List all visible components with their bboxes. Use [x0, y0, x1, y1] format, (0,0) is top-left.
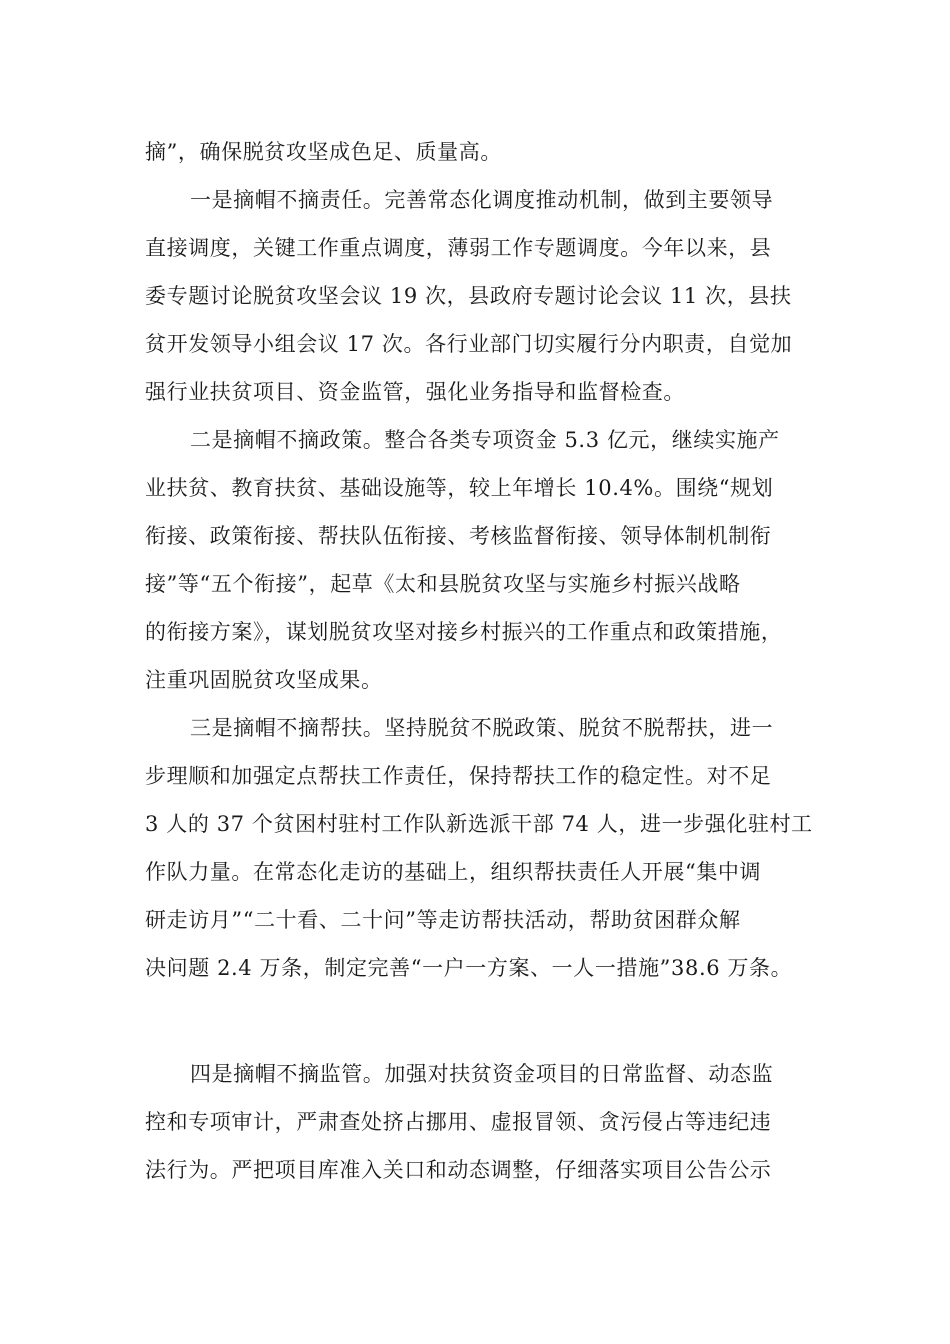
paragraph-line: 三是摘帽不摘帮扶。坚持脱贫不脱政策、脱贫不脱帮扶，进一 — [190, 716, 774, 740]
paragraph-line: 研走访月”“二十看、二十问”等走访帮扶活动，帮助贫困群众解 — [145, 908, 741, 932]
paragraph-line: 接”等“五个衔接”，起草《太和县脱贫攻坚与实施乡村振兴战略 — [145, 572, 741, 596]
paragraph-line: 摘”，确保脱贫攻坚成色足、质量高。 — [145, 140, 502, 164]
paragraph-line: 决问题 2.4 万条，制定完善“一户一方案、一人一措施”38.6 万条。 — [145, 956, 793, 980]
paragraph-line: 法行为。严把项目库准入关口和动态调整，仔细落实项目公告公示 — [145, 1158, 772, 1182]
paragraph-line: 直接调度，关键工作重点调度，薄弱工作专题调度。今年以来，县 — [145, 236, 772, 260]
paragraph-line: 的衔接方案》，谋划脱贫攻坚对接乡村振兴的工作重点和政策措施， — [145, 620, 783, 644]
paragraph-line: 作队力量。在常态化走访的基础上，组织帮扶责任人开展“集中调 — [145, 860, 762, 884]
paragraph-line: 控和专项审计，严肃查处挤占挪用、虚报冒领、贪污侵占等违纪违 — [145, 1110, 772, 1134]
paragraph-line: 3 人的 37 个贫困村驻村工作队新选派干部 74 人，进一步强化驻村工 — [145, 812, 813, 836]
paragraph-line: 二是摘帽不摘政策。整合各类专项资金 5.3 亿元，继续实施产 — [190, 428, 780, 452]
paragraph-line: 步理顺和加强定点帮扶工作责任，保持帮扶工作的稳定性。对不足 — [145, 764, 772, 788]
paragraph-line: 委专题讨论脱贫攻坚会议 19 次，县政府专题讨论会议 11 次，县扶 — [145, 284, 792, 308]
paragraph-line: 注重巩固脱贫攻坚成果。 — [145, 668, 383, 692]
paragraph-line: 衔接、政策衔接、帮扶队伍衔接、考核监督衔接、领导体制机制衔 — [145, 524, 772, 548]
paragraph-line: 业扶贫、教育扶贫、基础设施等，较上年增长 10.4%。围绕“规划 — [145, 476, 774, 500]
paragraph-line: 贫开发领导小组会议 17 次。各行业部门切实履行分内职责，自觉加 — [145, 332, 793, 356]
paragraph-line: 强行业扶贫项目、资金监管，强化业务指导和监督检查。 — [145, 380, 685, 404]
paragraph-line: 四是摘帽不摘监管。加强对扶贫资金项目的日常监督、动态监 — [190, 1062, 774, 1086]
paragraph-line: 一是摘帽不摘责任。完善常态化调度推动机制，做到主要领导 — [190, 188, 774, 212]
